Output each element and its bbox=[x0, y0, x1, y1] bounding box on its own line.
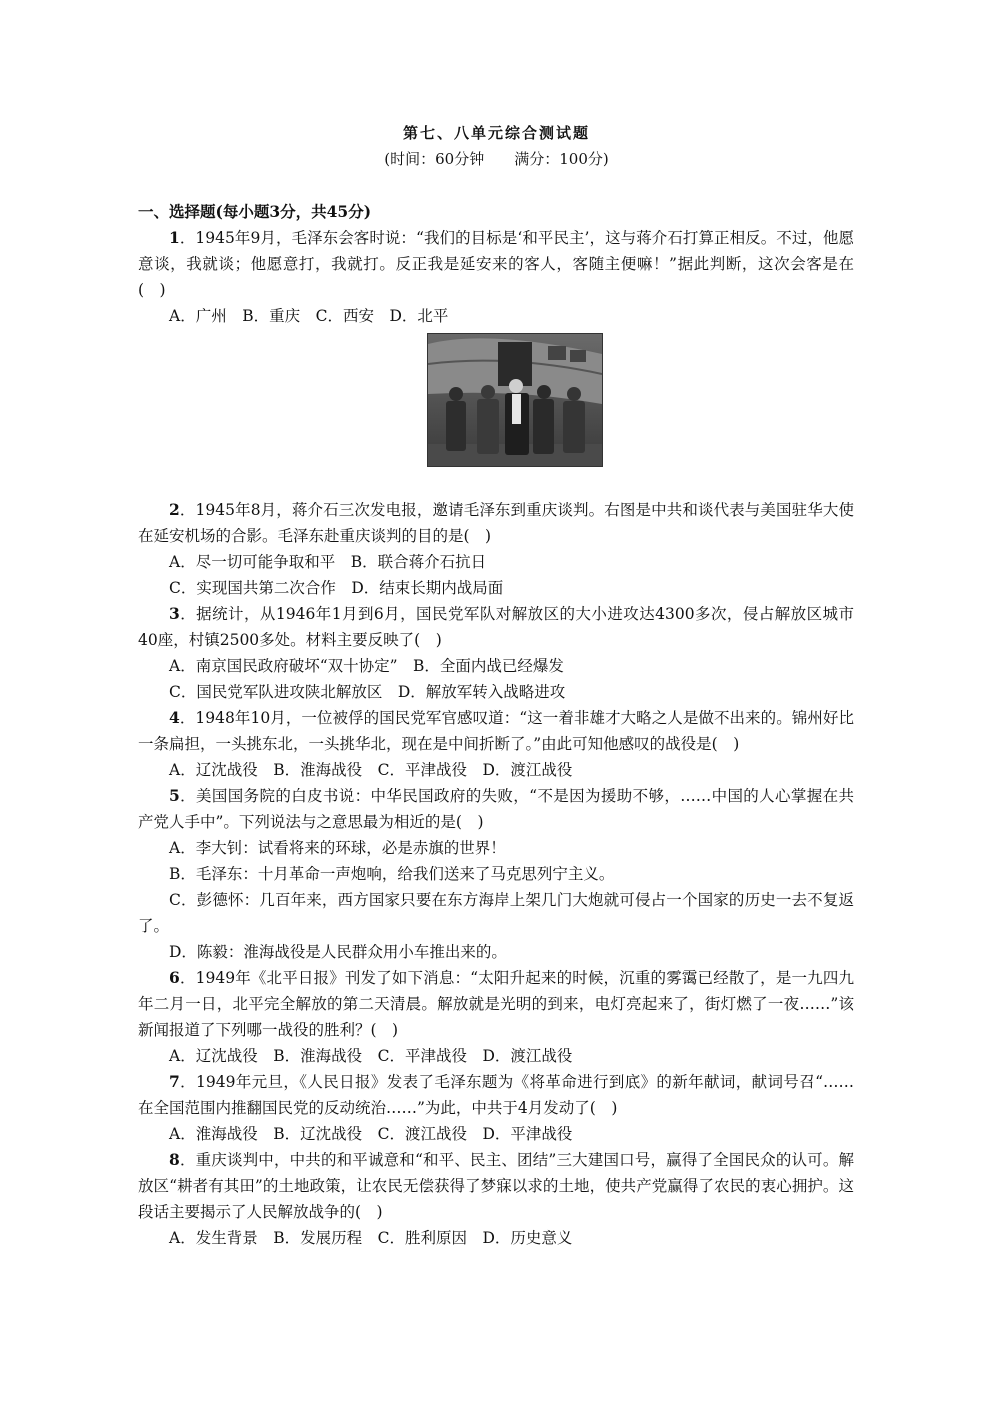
photo-container bbox=[138, 333, 854, 493]
question-number: 8 bbox=[169, 1150, 180, 1169]
question-7-options: A．淮海战役 B．辽沈战役 C．渡江战役 D．平津战役 bbox=[169, 1125, 573, 1143]
question-8-options: A．发生背景 B．发展历程 C．胜利原因 D．历史意义 bbox=[169, 1229, 573, 1247]
question-text: ．重庆谈判中，中共的和平诚意和“和平、民主、团结”三大建国口号，赢得了全国民众的认可。解放区“耕者有其田”的土地政策，让农民无偿获得了梦寐以求的土地，使共产党赢得了农民的衷心拥护。这段话主要揭示了人民解放战争的( ) bbox=[138, 1151, 854, 1221]
question-number: 1 bbox=[169, 228, 180, 247]
full-score: 满分：100分) bbox=[514, 150, 609, 168]
question-text: ．1949年《北平日报》刊发了如下消息：“太阳升起来的时候，沉重的雾霭已经散了，是一九四九年二月一日，北平完全解放的第二天清晨。解放就是光明的到来，电灯亮起来了，街灯燃了一夜……”该新闻报道了下列哪一战役的胜利？( ) bbox=[138, 969, 854, 1039]
question-text: ．1945年8月，蒋介石三次发电报，邀请毛泽东到重庆谈判。右图是中共和谈代表与美国驻华大使在延安机场的合影。毛泽东赴重庆谈判的目的是( ) bbox=[138, 501, 854, 545]
question-4-options: A．辽沈战役 B．淮海战役 C．平津战役 D．渡江战役 bbox=[169, 761, 573, 779]
question-text: ．美国国务院的白皮书说：中华民国政府的失败，“不是因为援助不够，……中国的人心掌握在共产党人手中”。下列说法与之意思最为相近的是( ) bbox=[138, 787, 854, 831]
question-2-options-2: C．实现国共第二次合作 D．结束长期内战局面 bbox=[169, 579, 504, 597]
historical-photo bbox=[427, 333, 603, 467]
question-4 bbox=[138, 705, 854, 757]
time-limit: (时间：60分钟 bbox=[384, 150, 485, 168]
question-8 bbox=[138, 1147, 854, 1225]
question-2 bbox=[138, 497, 854, 549]
question-number: 5 bbox=[169, 786, 180, 805]
question-5-option-b: B．毛泽东：十月革命一声炮响，给我们送来了马克思列宁主义。 bbox=[169, 865, 615, 883]
question-number: 7 bbox=[169, 1072, 180, 1091]
question-list bbox=[138, 199, 854, 1251]
question-text: ．1949年元旦，《人民日报》发表了毛泽东题为《将革命进行到底》的新年献词，献词号召“……在全国范围内推翻国民党的反动统治……”为此，中共于4月发动了( ) bbox=[138, 1073, 854, 1117]
page-title: 第七、八单元综合测试题 bbox=[402, 124, 590, 142]
question-number: 6 bbox=[169, 968, 180, 987]
question-5-option-a: A．李大钊：试看将来的环球，必是赤旗的世界！ bbox=[169, 839, 506, 857]
question-6-options: A．辽沈战役 B．淮海战役 C．平津战役 D．渡江战役 bbox=[169, 1047, 573, 1065]
question-text: ．1948年10月，一位被俘的国民党军官感叹道：“这一着非雄才大略之人是做不出来的。锦州好比一条扁担，一头挑东北，一头挑华北，现在是中间折断了。”由此可知他感叹的战役是( ) bbox=[138, 709, 854, 753]
question-3-options-2: C．国民党军队进攻陕北解放区 D．解放军转入战略进攻 bbox=[169, 683, 566, 701]
question-text: ．1945年9月，毛泽东会客时说：“我们的目标是‘和平民主’，这与蒋介石打算正相反。不过，他愿意谈，我就谈；他愿意打，我就打。反正我是延安来的客人，客随主便嘛！”据此判断，这次会客是在( ) bbox=[138, 229, 854, 299]
question-1-options: A．广州 B．重庆 C．西安 D．北平 bbox=[169, 307, 449, 325]
question-3 bbox=[138, 601, 854, 653]
question-3-options-1: A．南京国民政府破坏“双十协定” B．全面内战已经爆发 bbox=[169, 657, 564, 675]
question-text: ．据统计，从1946年1月到6月，国民党军队对解放区的大小进攻达4300多次，侵占解放区城市40座，村镇2500多处。材料主要反映了( ) bbox=[138, 605, 854, 649]
question-7 bbox=[138, 1069, 854, 1121]
exam-info bbox=[0, 148, 993, 169]
question-1 bbox=[138, 225, 854, 303]
section-heading: 一、选择题(每小题3分，共45分) bbox=[138, 202, 372, 221]
question-2-options-1: A．尽一切可能争取和平 B．联合蒋介石抗日 bbox=[169, 553, 487, 571]
question-number: 3 bbox=[169, 604, 180, 623]
question-6 bbox=[138, 965, 854, 1043]
question-5-option-c: C．彭德怀：几百年来，西方国家只要在东方海岸上架几门大炮就可侵占一个国家的历史一去不复返了。 bbox=[138, 891, 854, 935]
question-5-option-d: D．陈毅：淮海战役是人民群众用小车推出来的。 bbox=[169, 943, 507, 961]
question-number: 4 bbox=[169, 708, 180, 727]
question-number: 2 bbox=[169, 500, 180, 519]
question-5 bbox=[138, 783, 854, 835]
